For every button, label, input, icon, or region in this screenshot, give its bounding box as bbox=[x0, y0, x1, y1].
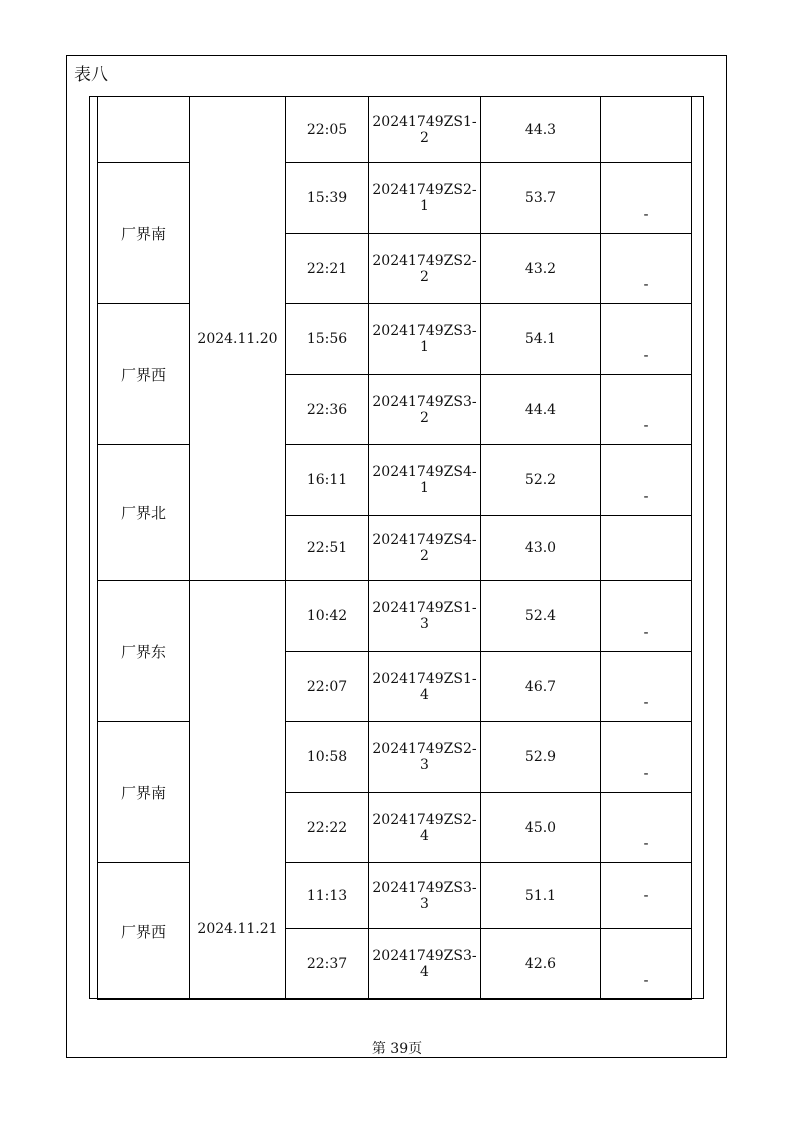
location-cell: 厂界南 bbox=[98, 163, 190, 304]
page-number: 第 39页 bbox=[371, 1041, 423, 1057]
note-cell: - bbox=[601, 234, 692, 304]
note-cell: - bbox=[601, 304, 692, 375]
note-cell bbox=[601, 97, 692, 163]
time-cell: 22:21 bbox=[286, 234, 369, 304]
note-cell: - bbox=[601, 652, 692, 722]
time-cell: 15:39 bbox=[286, 163, 369, 234]
table-row bbox=[98, 445, 692, 516]
value-cell: 44.4 bbox=[481, 375, 601, 445]
sample-id-cell: 20241749ZS4-1 bbox=[369, 445, 481, 516]
location-cell: 厂界西 bbox=[98, 304, 190, 445]
note-cell: - bbox=[601, 722, 692, 793]
value-cell: 42.6 bbox=[481, 929, 601, 1000]
table-row bbox=[98, 722, 692, 793]
note-cell: - bbox=[601, 445, 692, 516]
note-cell: - bbox=[601, 581, 692, 652]
sample-id-cell: 20241749ZS3-4 bbox=[369, 929, 481, 1000]
time-cell: 11:13 bbox=[286, 863, 369, 929]
sample-id-cell: 20241749ZS1-3 bbox=[369, 581, 481, 652]
time-cell: 22:37 bbox=[286, 929, 369, 1000]
note-cell: - bbox=[601, 375, 692, 445]
sample-id-cell: 20241749ZS2-1 bbox=[369, 163, 481, 234]
value-cell: 53.7 bbox=[481, 163, 601, 234]
time-cell: 22:07 bbox=[286, 652, 369, 722]
table-row bbox=[98, 163, 692, 234]
location-cell-empty bbox=[98, 97, 190, 163]
sample-id-cell: 20241749ZS3-3 bbox=[369, 863, 481, 929]
time-cell: 22:22 bbox=[286, 793, 369, 863]
location-cell: 厂界西 bbox=[98, 863, 190, 1000]
date-cell: 2024.11.21 bbox=[190, 581, 286, 1000]
value-cell: 51.1 bbox=[481, 863, 601, 929]
table-row bbox=[98, 863, 692, 929]
time-cell: 16:11 bbox=[286, 445, 369, 516]
time-cell: 22:51 bbox=[286, 516, 369, 581]
noise-measurement-table bbox=[97, 96, 692, 1000]
value-cell: 54.1 bbox=[481, 304, 601, 375]
sample-id-cell: 20241749ZS1-2 bbox=[369, 97, 481, 163]
sample-id-cell: 20241749ZS2-4 bbox=[369, 793, 481, 863]
sample-id-cell: 20241749ZS4-2 bbox=[369, 516, 481, 581]
value-cell: 52.2 bbox=[481, 445, 601, 516]
time-cell: 22:05 bbox=[286, 97, 369, 163]
sample-id-cell: 20241749ZS2-3 bbox=[369, 722, 481, 793]
date-cell: 2024.11.20 bbox=[190, 97, 286, 581]
value-cell: 43.0 bbox=[481, 516, 601, 581]
location-cell: 厂界东 bbox=[98, 581, 190, 722]
sample-id-cell: 20241749ZS3-2 bbox=[369, 375, 481, 445]
value-cell: 52.4 bbox=[481, 581, 601, 652]
value-cell: 44.3 bbox=[481, 97, 601, 163]
value-cell: 52.9 bbox=[481, 722, 601, 793]
location-cell: 厂界北 bbox=[98, 445, 190, 581]
table-row bbox=[98, 97, 692, 163]
value-cell: 43.2 bbox=[481, 234, 601, 304]
location-cell: 厂界南 bbox=[98, 722, 190, 863]
note-cell: - bbox=[601, 163, 692, 234]
note-cell: - bbox=[601, 929, 692, 1000]
time-cell: 15:56 bbox=[286, 304, 369, 375]
time-cell: 10:42 bbox=[286, 581, 369, 652]
table-label: 表八 bbox=[74, 65, 108, 85]
sample-id-cell: 20241749ZS1-4 bbox=[369, 652, 481, 722]
table-row bbox=[98, 304, 692, 375]
note-cell: - bbox=[601, 793, 692, 863]
table-row bbox=[98, 581, 692, 652]
value-cell: 45.0 bbox=[481, 793, 601, 863]
note-cell bbox=[601, 516, 692, 581]
sample-id-cell: 20241749ZS2-2 bbox=[369, 234, 481, 304]
sample-id-cell: 20241749ZS3-1 bbox=[369, 304, 481, 375]
time-cell: 22:36 bbox=[286, 375, 369, 445]
time-cell: 10:58 bbox=[286, 722, 369, 793]
value-cell: 46.7 bbox=[481, 652, 601, 722]
note-cell: - bbox=[601, 863, 692, 929]
